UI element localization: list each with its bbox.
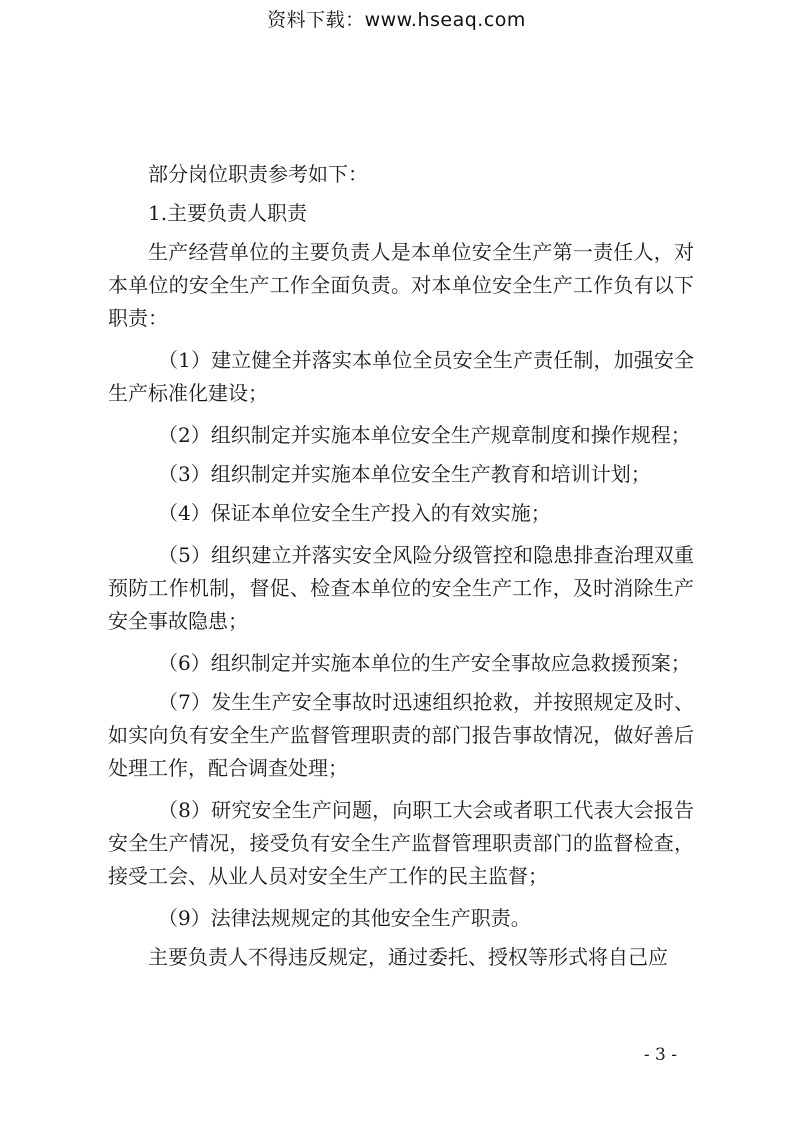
duty-item-8: （8）研究安全生产问题，向职工大会或者职工代表大会报告安全生产情况，接受负有安全生产监督管理职责部门的监督检查，接受工会、从业人员对安全生产工作的民主监督； [108, 798, 694, 888]
closing-paragraph: 主要负责人不得违反规定，通过委托、授权等形式将自己应 [148, 945, 668, 969]
duty-item-7: （7）发生生产安全事故时迅速组织抢救，并按照规定及时、如实向负有安全生产监督管理职责的部门报告事故情况，做好善后处理工作，配合调查处理； [108, 690, 694, 780]
duty-item-1: （1）建立健全并落实本单位全员安全生产责任制，加强安全生产标准化建设； [108, 348, 694, 405]
duty-item-9: （9）法律法规规定的其他安全生产职责。 [158, 906, 531, 930]
lead-paragraph: 生产经营单位的主要负责人是本单位安全生产第一责任人，对本单位的安全生产工作全面负责。对本单位安全生产工作负有以下职责： [108, 240, 694, 330]
duty-item-4: （4）保证本单位安全生产投入的有效实施； [158, 501, 551, 525]
download-header: 资料下载：www.hseaq.com [267, 9, 526, 31]
section-title: 1.主要负责人职责 [148, 201, 308, 225]
page-number: - 3 - [643, 1045, 677, 1065]
duty-item-2: （2）组织制定并实施本单位安全生产规章制度和操作规程； [158, 423, 691, 447]
duty-item-6: （6）组织制定并实施本单位的生产安全事故应急救援预案； [158, 651, 691, 675]
document-body [108, 158, 694, 974]
duty-item-3: （3）组织制定并实施本单位安全生产教育和培训计划； [158, 462, 651, 486]
duty-item-5: （5）组织建立并落实安全风险分级管控和隐患排查治理双重预防工作机制，督促、检查本单位的安全生产工作，及时消除生产安全事故隐患； [108, 543, 694, 633]
intro-line: 部分岗位职责参考如下： [148, 162, 368, 186]
